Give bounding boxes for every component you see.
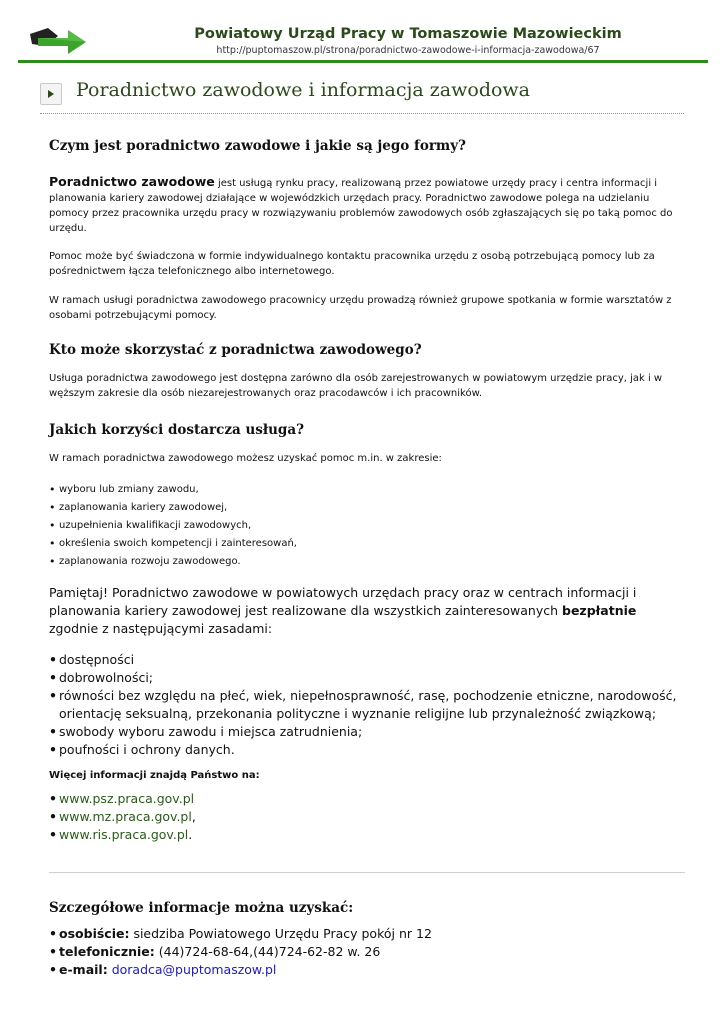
paragraph-who: Usługa poradnictwa zawodowego jest dostępna zarówno dla osób zarejestrowanych w powiatowym urzędzie pracy, jak i w węższym zakresie dla osób niezarejestrowanych oraz pracodawców i ich pracowników. <box>49 373 663 399</box>
page-header <box>18 20 708 62</box>
contact-list <box>49 925 689 979</box>
list-item <box>49 808 689 826</box>
header-divider <box>18 60 708 63</box>
site-title: Powiatowy Urząd Pracy w Tomaszowie Mazowieckim <box>194 26 622 42</box>
paragraph-definition <box>49 174 689 236</box>
contact-personal-label: osobiście: <box>59 926 130 941</box>
remember-bold: bezpłatnie <box>562 603 637 618</box>
email-link[interactable]: doradca@puptomaszow.pl <box>111 962 277 977</box>
contact-email-label: e-mail: <box>59 962 108 977</box>
principles-list <box>49 651 689 759</box>
paragraph-definition-text: jest usługą rynku pracy, realizowaną przez powiatowe urzędy pracy i centra informacji i planowania kariery zawodowej działające w wojewódzkich urzędach pracy. Poradnictwo zawodowe polega na udzielaniu pomocy przez pracownika urzędu pracy w rozwiązywaniu problemów zawodowych osób zgłaszających się po taką pomoc do urzędu. <box>49 178 673 234</box>
list-item: • poufności i ochrony danych. <box>49 741 689 759</box>
benefits-list <box>49 481 689 571</box>
list-item: • zaplanowania rozwoju zawodowego. <box>49 553 689 571</box>
paragraph-workshops: W ramach usługi poradnictwa zawodowego pracownicy urzędu prowadzą również grupowe spotkania w formie warsztatów z osobami potrzebującymi pomocy. <box>49 295 672 321</box>
more-info-label: Więcej informacji znajdą Państwo na: <box>49 770 260 781</box>
page-url: http://puptomaszow.pl/strona/poradnictwo-zawodowe-i-informacja-zawodowa/67 <box>216 45 600 56</box>
contact-personal-value: siedziba Powiatowego Urzędu Pracy pokój nr 12 <box>129 926 432 941</box>
section-heading-contact: Szczegółowe informacje można uzyskać: <box>49 900 354 916</box>
paragraph-benefits-intro: W ramach poradnictwa zawodowego możesz uzyskać pomoc m.in. w zakresie: <box>49 453 442 464</box>
page-title: Poradnictwo zawodowe i informacja zawodowa <box>76 79 531 101</box>
paragraph-forms: Pomoc może być świadczona w formie indywidualnego kontaktu pracownika urzędu z osobą potrzebującą pomocy lub za pośrednictwem łącza telefonicznego albo internetowego. <box>49 251 655 277</box>
page-title-row <box>40 80 684 114</box>
section-heading-forms: Czym jest poradnictwo zawodowe i jakie są jego formy? <box>49 138 466 154</box>
list-item: • zaplanowania kariery zawodowej, <box>49 499 689 517</box>
list-item: • uzupełnienia kwalifikacji zawodowych, <box>49 517 689 535</box>
contact-personal <box>49 925 689 943</box>
remember-text-end: zgodnie z następującymi zasadami: <box>49 621 273 636</box>
title-divider <box>40 113 684 114</box>
list-item: • określenia swoich kompetencji i zainteresowań, <box>49 535 689 553</box>
list-item: • równości bez względu na płeć, wiek, niepełnosprawność, rasę, pochodzenie etniczne, narodowość, orientację seksualną, przekonania polityczne i wyznanie religijne lub przynależność związkową; <box>49 687 689 723</box>
list-item: • dostępności <box>49 651 689 669</box>
list-item: • wyboru lub zmiany zawodu, <box>49 481 689 499</box>
contact-phone-value: (44)724-68-64,(44)724-62-82 w. 26 <box>154 944 381 959</box>
contact-email <box>49 961 689 979</box>
link-suffix: . <box>188 827 193 842</box>
list-item <box>49 790 689 808</box>
remember-text-start: Pamiętaj! Poradnictwo zawodowe w powiatowych urzędach pracy oraz w centrach informacji i planowania kariery zawodowej jest realizowane dla wszystkich zainteresowanych <box>49 585 637 618</box>
section-divider <box>49 872 685 873</box>
arrow-right-icon <box>40 83 62 105</box>
lead-term: Poradnictwo zawodowe <box>49 174 215 189</box>
contact-section <box>49 900 689 979</box>
link-psz[interactable]: www.psz.praca.gov.pl <box>59 791 195 806</box>
list-item: • dobrowolności; <box>49 669 689 687</box>
list-item <box>49 826 689 844</box>
paragraph-remember <box>49 584 689 638</box>
section-heading-who: Kto może skorzystać z poradnictwa zawodowego? <box>49 342 422 358</box>
article-content <box>49 138 689 844</box>
contact-phone <box>49 943 689 961</box>
link-suffix: , <box>191 809 196 824</box>
link-ris[interactable]: www.ris.praca.gov.pl <box>59 827 189 842</box>
list-item: • swobody wyboru zawodu i miejsca zatrudnienia; <box>49 723 689 741</box>
section-heading-benefits: Jakich korzyści dostarcza usługa? <box>49 422 304 438</box>
links-list <box>49 790 689 844</box>
link-mz[interactable]: www.mz.praca.gov.pl <box>59 809 192 824</box>
contact-phone-label: telefonicznie: <box>59 944 155 959</box>
